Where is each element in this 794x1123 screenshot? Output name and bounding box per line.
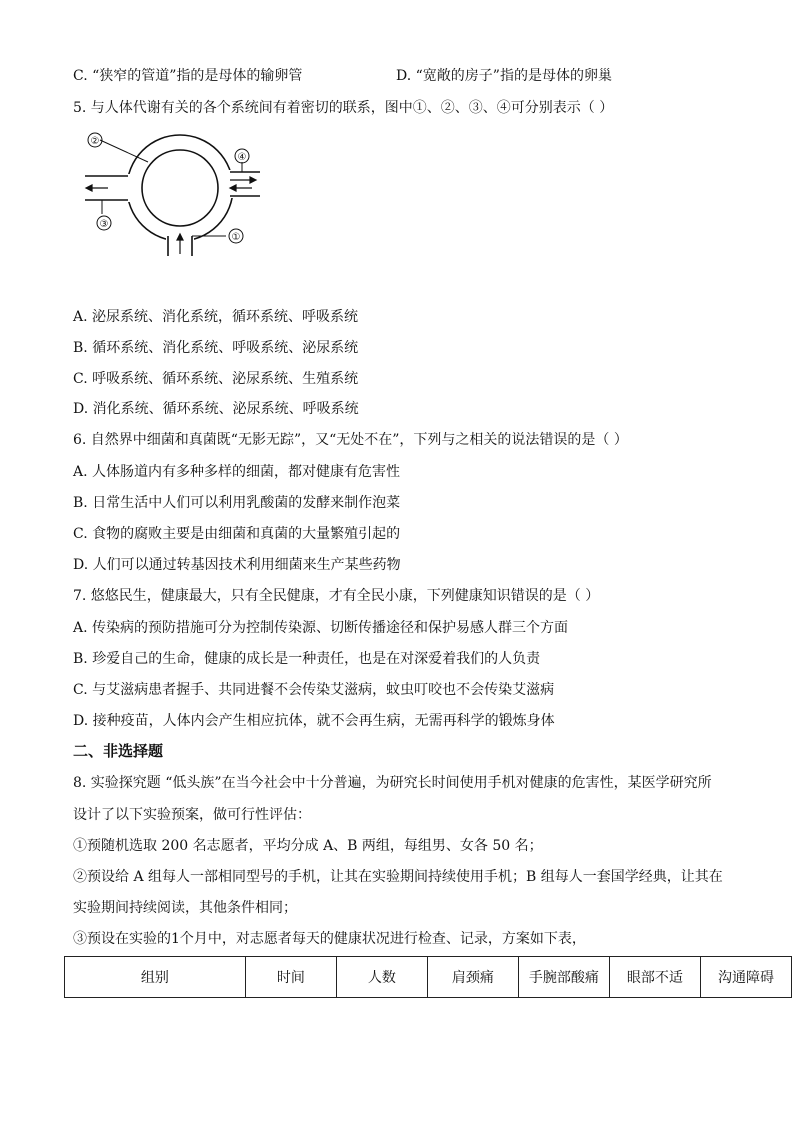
q6-option-c: C. 食物的腐败主要是由细菌和真菌的大量繁殖引起的 [73,526,401,542]
q8-line-1: 8. 实验探究题 “低头族”在当今社会中十分普遍，为研究长时间使用手机对健康的危害性，某医学研究所 [73,775,712,791]
q5-stem: 5. 与人体代谢有关的各个系统间有着密切的联系，图中①、②、③、④可分别表示（ ） [73,100,614,116]
q6-stem: 6. 自然界中细菌和真菌既“无影无踪”，又“无处不在”，下列与之相关的说法错误的是（ ） [73,432,628,448]
q8-step-3: ③预设在实验的1个月中，对志愿者每天的健康状况进行检查、记录，方案如下表， [73,931,586,947]
label-2: ② [90,136,100,147]
table-header-cell: 肩颈痛 [427,957,518,998]
inner-ring [142,150,218,226]
section-title: 二、非选择题 [73,742,164,760]
q6-option-b: B. 日常生活中人们可以利用乳酸菌的发酵来制作泡菜 [73,495,401,511]
table-header-cell: 手腕部酸痛 [518,957,609,998]
label-1: ① [231,232,241,243]
q8-step-1: ①预随机选取 200 名志愿者，平均分成 A、B 两组，每组男、女各 50 名； [73,838,543,854]
label-3: ③ [99,219,109,230]
q5-option-a: A. 泌尿系统、消化系统，循环系统、呼吸系统 [73,309,359,325]
right-tube-mask [220,170,260,198]
q4-option-c: C. “狭窄的管道”指的是母体的输卵管 [73,68,303,84]
experiment-table [64,956,792,998]
q7-stem: 7. 悠悠民生，健康最大，只有全民健康，才有全民小康，下列健康知识错误的是（ ） [73,588,600,604]
q4-option-d: D. “宽敞的房子”指的是母体的卵巢 [396,68,612,84]
table-header-cell: 沟通障碍 [700,957,791,998]
table-header-cell: 眼部不适 [609,957,700,998]
q7-option-d: D. 接种疫苗，人体内会产生相应抗体，就不会再生病，无需再科学的锻炼身体 [73,713,555,729]
table-header-cell: 组别 [65,957,246,998]
table-header-row [65,957,792,998]
metabolism-systems-diagram [80,126,260,256]
q5-option-d: D. 消化系统、循环系统、泌尿系统、呼吸系统 [73,401,359,417]
q6-option-a: A. 人体肠道内有多种多样的细菌，都对健康有危害性 [73,464,401,480]
table-header-cell: 时间 [245,957,336,998]
q8-step-2b: 实验期间持续阅读，其他条件相同； [73,900,297,916]
table-header-cell: 人数 [336,957,427,998]
outer-ring [127,135,233,241]
q5-option-c: C. 呼吸系统、循环系统、泌尿系统、生殖系统 [73,371,359,387]
q8-step-2a: ②预设给 A 组每人一部相同型号的手机，让其在实验期间持续使用手机；B 组每人一套国学经典，让其在 [73,869,723,885]
q7-option-c: C. 与艾滋病患者握手、共同进餐不会传染艾滋病，蚊虫叮咬也不会传染艾滋病 [73,682,555,698]
q7-option-a: A. 传染病的预防措施可分为控制传染源、切断传播途径和保护易感人群三个方面 [73,620,569,636]
q7-option-b: B. 珍爱自己的生命，健康的成长是一种责任，也是在对深爱着我们的人负责 [73,651,541,667]
q6-option-d: D. 人们可以通过转基因技术利用细菌来生产某些药物 [73,557,401,573]
q8-line-2: 设计了以下实验预案，做可行性评估： [73,807,311,823]
label-4: ④ [237,152,247,163]
q5-option-b: B. 循环系统、消化系统、呼吸系统、泌尿系统 [73,340,359,356]
